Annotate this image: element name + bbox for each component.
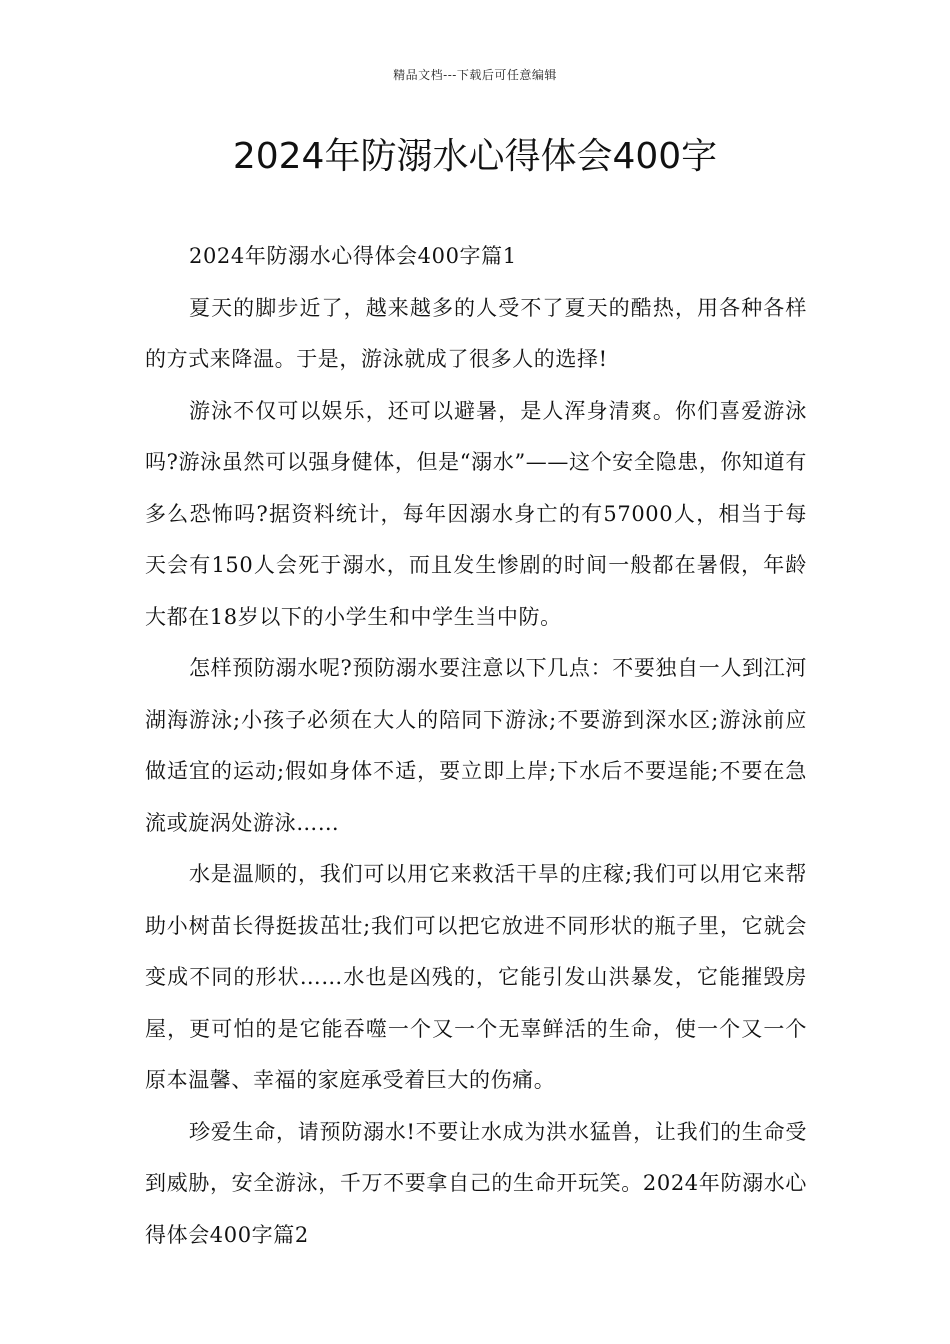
paragraph: 夏天的脚步近了，越来越多的人受不了夏天的酷热，用各种各样的方式来降温。于是，游泳就成了很多人的选择! — [145, 295, 807, 371]
paragraph: 游泳不仅可以娱乐，还可以避暑，是人浑身清爽。你们喜爱游泳吗?游泳虽然可以强身健体，但是“溺水”——这个安全隐患，你知道有多么恐怖吗?据资料统计，每年因溺水身亡的有57000人，相当于每天会有150人会死于溺水，而且发生惨剧的时间一般都在暑假，年龄大都在18岁以下的小学生和中学生当中防。 — [145, 398, 807, 629]
document-title: 2024年防溺水心得体会400字 — [232, 136, 718, 177]
paragraph: 水是温顺的，我们可以用它来救活干旱的庄稼;我们可以用它来帮助小树苗长得挺拔茁壮;我们可以把它放进不同形状的瓶子里，它就会变成不同的形状……水也是凶残的，它能引发山洪暴发，它能摧毁房屋，更可怕的是它能吞噬一个又一个无辜鲜活的生命，使一个又一个原本温馨、幸福的家庭承受着巨大的伤痛。 — [145, 862, 807, 1092]
header-note: 精品文档---下载后可任意编辑 — [393, 68, 557, 82]
paragraph: 怎样预防溺水呢?预防溺水要注意以下几点：不要独自一人到江河湖海游泳;小孩子必须在大人的陪同下游泳;不要游到深水区;游泳前应做适宜的运动;假如身体不适，要立即上岸;下水后不要逞能;不要在急流或旋涡处游泳…… — [145, 656, 807, 835]
section-heading: 2024年防溺水心得体会400字篇1 — [189, 244, 517, 268]
paragraph: 珍爱生命，请预防溺水!不要让水成为洪水猛兽，让我们的生命受到威胁，安全游泳，千万不要拿自己的生命开玩笑。2024年防溺水心得体会400字篇2 — [145, 1119, 807, 1247]
document-body — [145, 231, 807, 1261]
